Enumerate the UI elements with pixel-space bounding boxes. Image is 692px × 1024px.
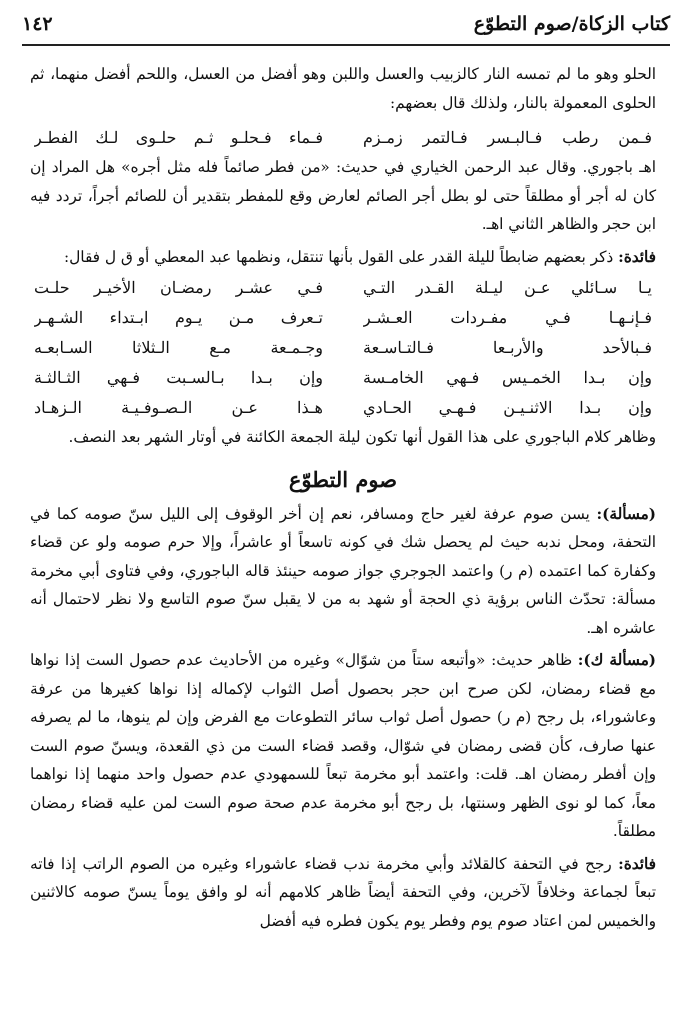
hemistich: وجـمـعة مـع الـثلاثا السـابعـه <box>34 338 323 357</box>
paragraph: اهـ باجوري. وقال عبد الرحمن الخياري في حديث: «من فطر صائماً فله مثل أجره» هل المراد إن كان له أجر أو مطلقاً حتى لو بطل أجر الصائم لعارض وقع للمفطر بتقدير أن للصائم أجراً، تردد فيه ابن حجر والظاهر الثاني اهـ. <box>30 158 656 233</box>
hemistich: فـماء فـحلـو ثـم حلـوى لـك الفطـر <box>34 128 323 147</box>
paragraph <box>30 646 656 846</box>
hemistich: وإن بـدا الاثنـيـن فـهـي الحـادي <box>363 398 652 417</box>
paragraph <box>30 243 656 272</box>
faida-label: فائدة: <box>618 854 656 873</box>
hemistich: فـمن رطب فـالبـسر فـالتمر زمـزم <box>363 128 652 147</box>
hemistich: وإن بـدا الخمـيس فـهي الخامـسة <box>363 368 652 387</box>
poem-block <box>34 273 652 423</box>
hemistich: تـعرف مـن يـوم ابـتداء الشـهـر <box>34 308 323 327</box>
hemistich: فـبالأحد والأربـعا فـالتـاسـعة <box>363 338 652 357</box>
paragraph: الحلو وهو ما لم تمسه النار كالزبيب والعسل واللبن وهو أفضل من العسل، واللحم أفضل منهما، ثم الحلوى المعمولة بالنار، ولذلك قال بعضهم: <box>30 65 656 112</box>
hemistich: فـإنـهـا فـي مفـردات العـشـر <box>363 308 652 327</box>
masala-label: (مسألة): <box>596 504 656 523</box>
paragraph-text: ظاهر حديث: «وأتبعه ستاً من شوّال» وغيره من الأحاديث عدم حصول الست إذا نواها مع قضاء رمضان، لكن صرح ابن حجر بحصول أصل الثواب لإكماله إذا نواها كغيرها من عرفة وعاشوراء، بل رجح (م ر) حصول أصل ثواب سائر التطوعات مع الفرض وإن لم ينوها، ما لم يصرفه عنها صارف، كأن قضى رمضان في شوّال، وقصد قضاء الست من ذي القعدة، ويسنّ صوم الست وإن أفطر رمضان اهـ. قلت: واعتمد أبو مخرمة تبعاً للسمهودي عدم حصول واحد منهما إذا نواهما معاً، كما لو نوى الظهر وسنتها، بل رجح أبو مخرمة عدم صحة صوم الست لمن عليه قضاء رمضان مطلقاً. <box>30 651 656 840</box>
section-title: صوم التطوّع <box>288 466 398 492</box>
faida-label: فائدة: <box>618 247 656 266</box>
paragraph <box>30 500 656 643</box>
hemistich: وإن بـدا بـالسـبت فـهي الثـالثـة <box>34 368 323 387</box>
paragraph-text: ذكر بعضهم ضابطاً لليلة القدر على القول بأنها تنتقل، ونظمها عبد المعطي أو ق ل فقال: <box>64 247 619 266</box>
paragraph <box>30 850 656 936</box>
running-title: كتاب الزكاة/صوم التطوّع <box>473 13 670 35</box>
header-divider <box>22 44 670 46</box>
page-number: ١٤٢ <box>22 13 53 35</box>
page-header <box>22 6 670 42</box>
poem-verse <box>34 123 652 153</box>
paragraph-text: يسن صوم عرفة لغير حاج ومسافر، نعم إن أخر الوقوف إلى الليل سنّ صومه كما في التحفة، ومحل ندبه حيث لم يحصل شك في كونه تاسعاً أو عاشراً، وإلا حرم صومه ولو عن قضاء وكفارة كما اعتمده (م ر) واعتمد الجوجري جواز صومه حينئذ قاله الباجوري، وفي فتاوى أبي مخرمة مسألة: تحدّث الناس برؤية ذي الحجة أو شهد به من لا يقبل سنّ صوم التاسع ولا نظر لاحتمال أنه عاشره اهـ. <box>30 504 656 637</box>
hemistich: فـي عشـر رمضـان الأخيـر حلـت <box>34 278 323 297</box>
hemistich: يـا سـائلي عـن ليـلة القـدر التـي <box>363 278 652 297</box>
paragraph-text: رجح في التحفة كالقلائد وأبي مخرمة ندب قضاء عاشوراء وغيره من الصوم الراتب إذا فاته تبعاً لجماعة وخلافاً لآخرين، وفي التحفة أيضاً ظاهر كلامهم أنه لو وافق يوماً يسنّ صومه كالاثنين والخميس لمن اعتاد صوم يوم وفطر يوم يكون فطره فيه أفضل <box>30 854 656 930</box>
paragraph: وظاهر كلام الباجوري على هذا القول أنها تكون ليلة الجمعة الكائنة في أوتار الشهر بعد النصف. <box>68 428 656 446</box>
page-body <box>30 60 656 935</box>
hemistich: هـذا عـن الـصـوفـيـة الـزهـاد <box>34 398 323 417</box>
masala-label: (مسألة ك): <box>577 651 657 669</box>
